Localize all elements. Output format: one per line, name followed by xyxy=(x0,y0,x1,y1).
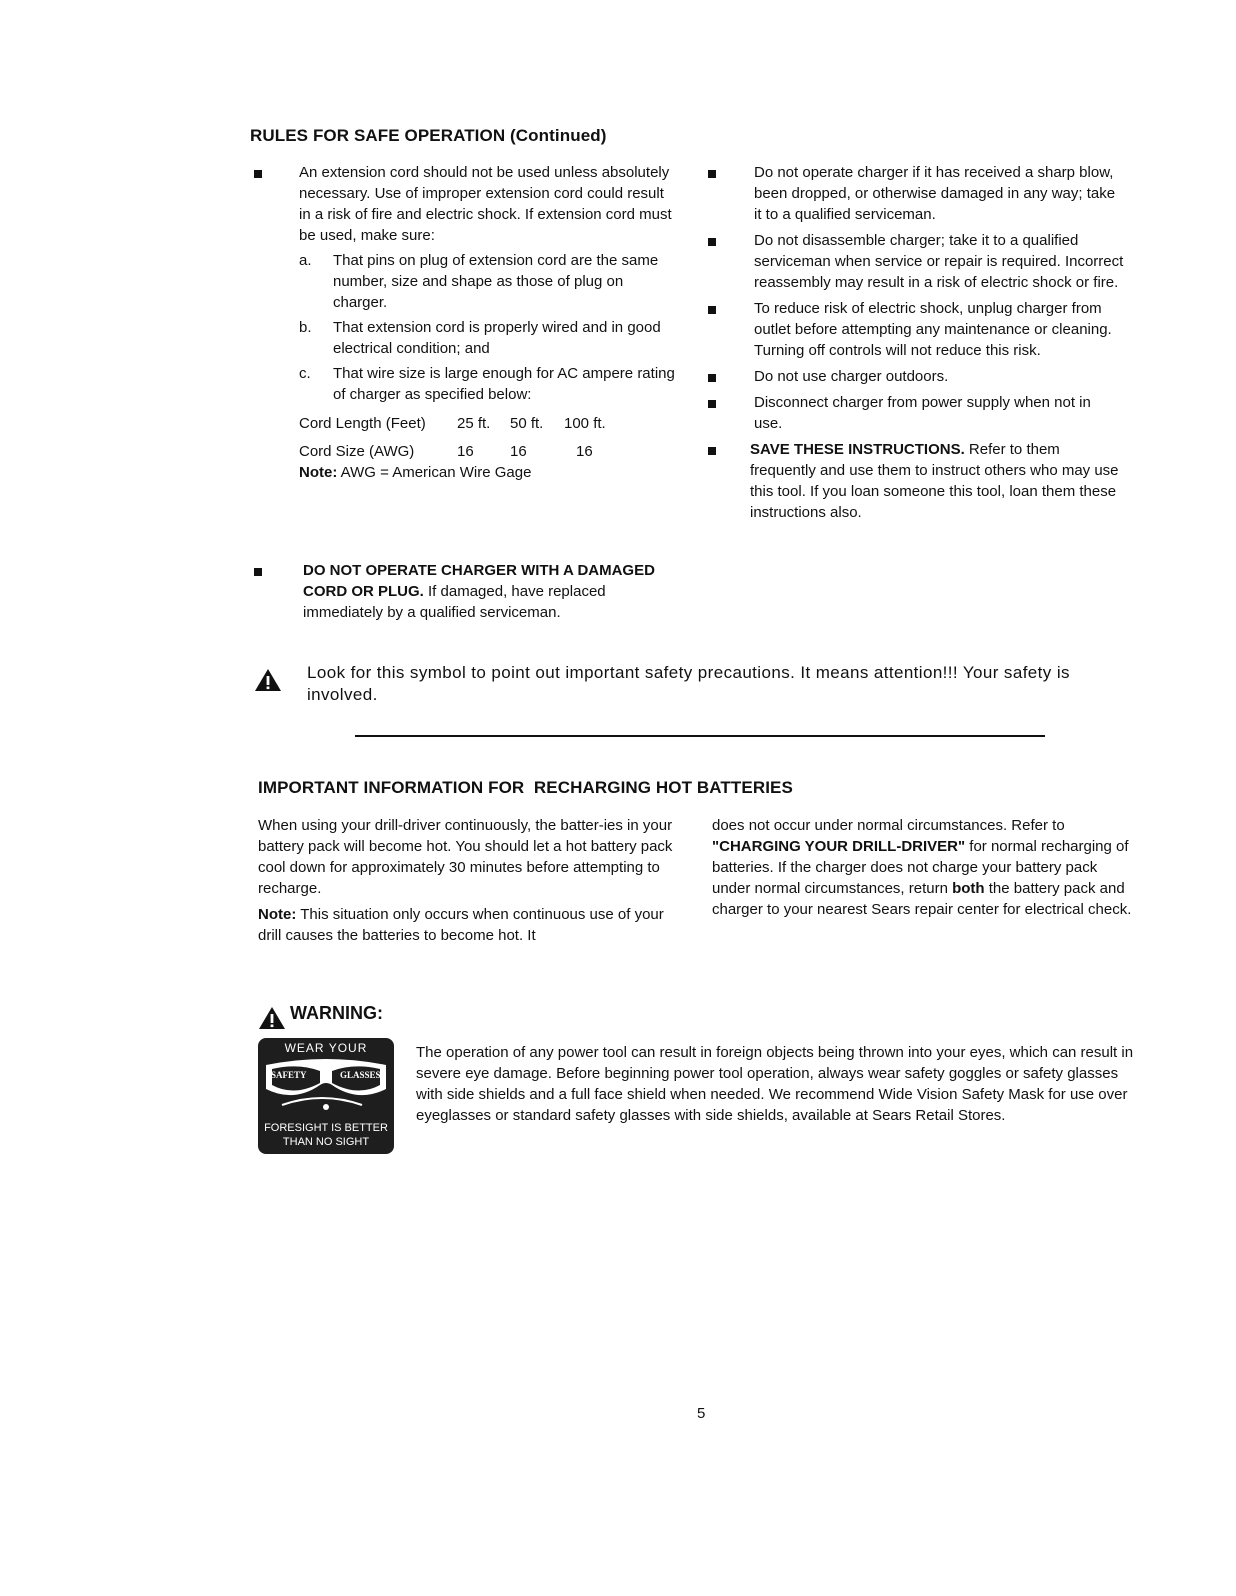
warning-label: WARNING: xyxy=(290,1003,383,1023)
recharge-note: Note: This situation only occurs when continuous use of your drill causes the batteries to become hot. It xyxy=(258,906,664,944)
page-number: 5 xyxy=(697,1405,706,1422)
right-item-3: To reduce risk of electric shock, unplug charger from outlet before attempting any maintenance or cleaning. Turning off controls will not reduce this risk. xyxy=(708,298,1128,361)
warning-text: The operation of any power tool can result in foreign objects being thrown into your eyes, which can result in severe eye damage. Before beginning power tool operation, always wear safety goggles or safety glasses with side shields and a full face shield when needed. We recommend Wide Vision Safety Mask for use over eyeglasses or standard safety glasses with side shields, available at Sears Retail Stores. xyxy=(416,1044,1134,1124)
charging-reference: "CHARGING YOUR DRILL-DRIVER" xyxy=(712,838,966,855)
recharge-heading: IMPORTANT INFORMATION FOR RECHARGING HOT BATTERIES xyxy=(258,778,793,797)
attention-text: Look for this symbol to point out important safety precautions. It means attention!!! Your safety is involved. xyxy=(307,663,1070,704)
bullet-square-icon xyxy=(254,568,262,576)
right-item-4: Do not use charger outdoors. xyxy=(708,366,1128,387)
bullet-square-icon xyxy=(708,238,716,246)
badge-line-1: FORESIGHT IS BETTER xyxy=(264,1122,388,1134)
goggles-icon xyxy=(262,1055,390,1117)
cord-size-row: Cord Size (AWG) 16 16 16 xyxy=(299,443,593,460)
bullet-square-icon xyxy=(708,170,716,178)
rules-heading: RULES FOR SAFE OPERATION (Continued) xyxy=(250,126,607,145)
warning-triangle-icon xyxy=(258,1006,286,1030)
cord-length-row: Cord Length (Feet) 25 ft. 50 ft. 100 ft. xyxy=(299,415,606,432)
right-item-5: Disconnect charger from power supply when not in use. xyxy=(708,392,1128,434)
safety-glasses-badge xyxy=(258,1038,394,1154)
save-instructions-item: SAVE THESE INSTRUCTIONS. Refer to them frequently and use them to instruct others who may use this tool. If you loan someone this tool, loan them these instructions also. xyxy=(708,439,1128,523)
bullet-square-icon xyxy=(708,374,716,382)
bullet-square-icon xyxy=(708,306,716,314)
sub-item-a: a. That pins on plug of extension cord are the same number, size and shape as those of plug on charger. xyxy=(299,252,659,311)
right-item-1: Do not operate charger if it has received a sharp blow, been dropped, or otherwise damaged in any way; take it to a qualified serviceman. xyxy=(708,162,1128,225)
awg-note: Note: AWG = American Wire Gage xyxy=(299,464,532,481)
section-divider xyxy=(355,735,1045,737)
rules-left-column xyxy=(254,162,684,483)
badge-line-2: THAN NO SIGHT xyxy=(282,1136,370,1148)
cord-table xyxy=(299,413,679,483)
bullet-square-icon xyxy=(254,170,262,178)
recharge-left-column: When using your drill-driver continuously, the batter-ies in your battery pack will become hot. You should let a hot battery pack cool down for approximately 30 minutes before attempting to recharge. Note: This situation only occurs when continuous use of your drill causes the batteries to become hot. It xyxy=(258,815,684,946)
rules-right-column xyxy=(708,162,1128,523)
right-item-2: Do not disassemble charger; take it to a qualified serviceman when service or repair is required. Incorrect reassembly may result in a risk of electric shock or fire. xyxy=(708,230,1128,293)
bullet-square-icon xyxy=(708,400,716,408)
sub-item-b: b. That extension cord is properly wired and in good electrical condition; and xyxy=(299,319,661,357)
damaged-cord-item: DO NOT OPERATE CHARGER WITH A DAMAGED CORD OR PLUG. If damaged, have replaced immediately by a qualified serviceman. xyxy=(254,560,684,623)
badge-top-text: WEAR YOUR xyxy=(284,1041,368,1055)
badge-glasses-text: GLASSES xyxy=(340,1070,381,1080)
sub-item-c: c. That wire size is large enough for AC ampere rating of charger as specified below: xyxy=(299,365,675,403)
badge-safety-text: SAFETY xyxy=(271,1070,307,1080)
extension-cord-item xyxy=(254,162,684,483)
recharge-right-column: does not occur under normal circumstances. Refer to "CHARGING YOUR DRILL-DRIVER" for normal recharging of batteries. If the charger does not charge your battery pack under normal circumstances, return both the battery pack and charger to your nearest Sears repair center for electrical check. xyxy=(712,817,1132,918)
extension-cord-text: An extension cord should not be used unless absolutely necessary. Use of improper extension cord could result in a risk of fire and electric shock. If extension cord must be used, make sure: xyxy=(299,164,672,244)
bullet-square-icon xyxy=(708,447,716,455)
warning-triangle-icon xyxy=(254,668,282,692)
